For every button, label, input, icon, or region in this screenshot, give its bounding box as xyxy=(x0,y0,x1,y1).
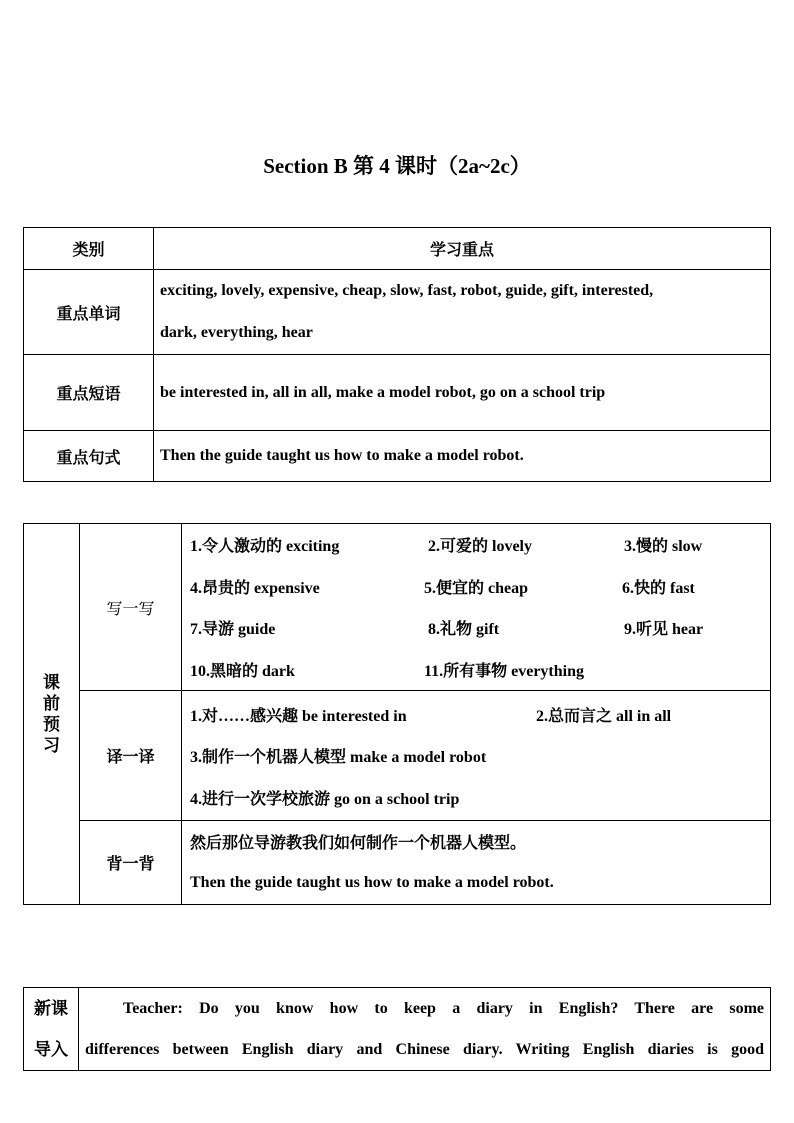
table-row xyxy=(24,524,771,691)
intro-content xyxy=(79,988,771,1071)
list-item: Then the guide taught us how to make a model robot. xyxy=(190,874,554,892)
translate-label: 译一译 xyxy=(80,691,182,821)
intro-side-label: 新课 导入 xyxy=(24,988,79,1071)
table-row xyxy=(24,270,771,355)
table-header-row xyxy=(24,228,771,270)
intro-line-1: Teacher: Do you know how to keep a diary in English? There are some xyxy=(123,1000,764,1017)
intro-table xyxy=(23,987,771,1071)
recite-label: 背一背 xyxy=(80,821,182,905)
header-key-points: 学习重点 xyxy=(154,228,771,270)
list-item: 10.黑暗的 dark 11.所有事物 everything xyxy=(190,662,584,680)
list-item: 1.对……感兴趣 be interested in 2.总而言之 all in all xyxy=(190,707,672,725)
row-label-words: 重点单词 xyxy=(24,270,154,355)
words-line-2: dark, everything, hear xyxy=(160,324,313,341)
list-item: 4.进行一次学校旅游 go on a school trip xyxy=(190,790,460,808)
preview-side-label: 课前预习 xyxy=(24,524,80,905)
row-content-phrases: be interested in, all in all, make a model robot, go on a school trip xyxy=(154,355,771,431)
intro-line-2: differences between English diary and Chinese diary. Writing English diaries is good xyxy=(85,1041,764,1058)
preview-table xyxy=(23,523,771,905)
row-label-sentences: 重点句式 xyxy=(24,431,154,482)
table-row xyxy=(24,431,771,482)
write-label: 写一写 xyxy=(80,524,182,691)
header-category: 类别 xyxy=(24,228,154,270)
row-content-words xyxy=(154,270,771,355)
table-row xyxy=(24,691,771,821)
list-item: 3.制作一个机器人模型 make a model robot xyxy=(190,749,487,766)
write-content xyxy=(182,524,771,691)
list-item: 然后那位导游教我们如何制作一个机器人模型。 xyxy=(190,835,527,853)
table-row xyxy=(24,988,771,1071)
table-row xyxy=(24,355,771,431)
words-line-1: exciting, lovely, expensive, cheap, slow, fast, robot, guide, gift, interested, xyxy=(160,282,654,299)
table-row xyxy=(24,821,771,905)
recite-content xyxy=(182,821,771,905)
list-item: 1.令人激动的 exciting 2.可爱的 lovely 3.慢的 slow xyxy=(190,538,703,556)
row-content-sentences: Then the guide taught us how to make a model robot. xyxy=(154,431,771,482)
list-item: 4.昂贵的 expensive 5.便宜的 cheap 6.快的 fast xyxy=(190,579,695,597)
row-label-phrases: 重点短语 xyxy=(24,355,154,431)
translate-content xyxy=(182,691,771,821)
list-item: 7.导游 guide 8.礼物 gift 9.听见 hear xyxy=(190,621,704,639)
key-points-table xyxy=(23,227,771,482)
page-title: Section B 第 4 课时（2a~2c） xyxy=(263,154,531,178)
